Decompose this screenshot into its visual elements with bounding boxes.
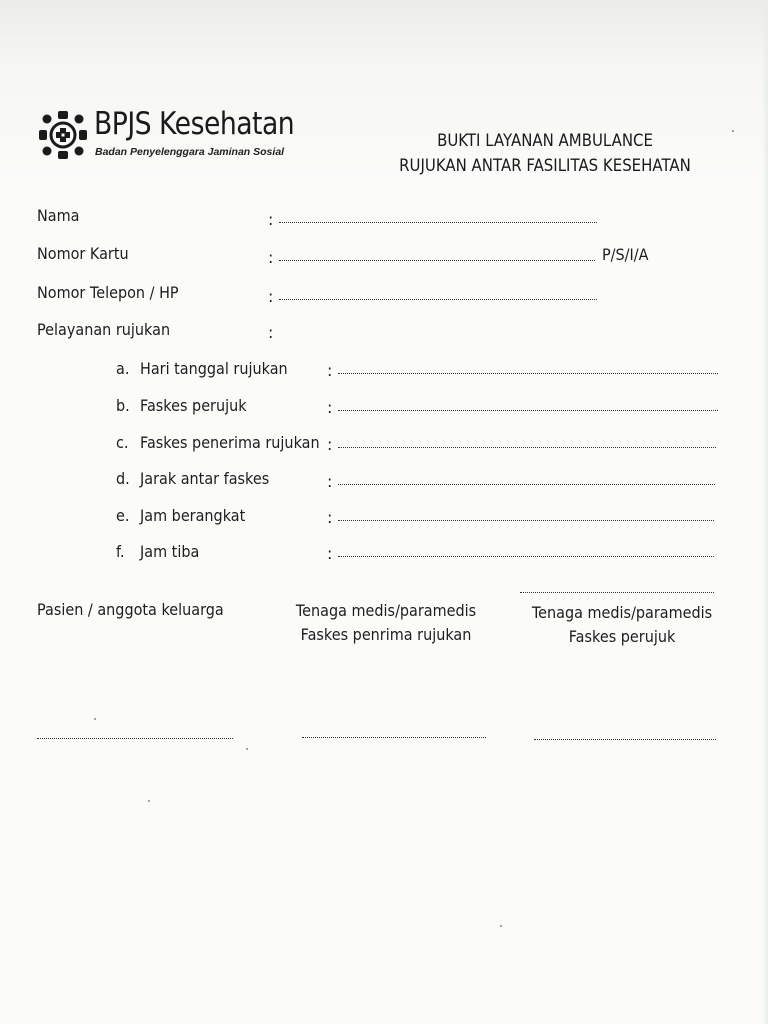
date-place-field[interactable] [520, 592, 714, 593]
nomor-kartu-field[interactable] [279, 260, 595, 261]
faskes-perujuk-label: Faskes perujuk [140, 396, 247, 415]
pelayanan-rujukan-colon: : [268, 323, 274, 342]
item-marker: d. [116, 469, 130, 488]
jam-tiba-field[interactable] [338, 556, 714, 557]
perujuk-line2: Faskes perujuk [568, 627, 676, 646]
paper-edge [762, 0, 768, 1024]
nama-colon: : [268, 210, 274, 229]
jarak-antar-faskes-field[interactable] [338, 484, 715, 485]
scan-speck [94, 718, 96, 720]
item-marker: a. [116, 359, 130, 378]
item-colon: : [327, 361, 333, 380]
nomor-telepon-field[interactable] [279, 299, 597, 300]
paper-shadow [0, 0, 768, 58]
pasien-signature-line[interactable] [37, 738, 233, 739]
perujuk-signature-line[interactable] [534, 739, 716, 740]
bpjs-emblem-icon [38, 110, 88, 160]
nomor-telepon-colon: : [268, 287, 274, 306]
nomor-kartu-label: Nomor Kartu [37, 244, 129, 263]
jam-berangkat-field[interactable] [338, 520, 714, 521]
scan-speck [246, 748, 248, 750]
faskes-penerima-field[interactable] [338, 447, 716, 448]
hari-tanggal-label: Hari tanggal rujukan [140, 359, 288, 378]
logo-name: BPJS Kesehatan [94, 106, 295, 142]
item-colon: : [327, 472, 333, 491]
penerima-line2: Faskes penrima rujukan [300, 625, 472, 644]
logo-subtitle: Badan Penyelenggara Jaminan Sosial [95, 146, 285, 158]
form-title-line1: BUKTI LAYANAN AMBULANCE [437, 131, 653, 151]
faskes-perujuk-field[interactable] [338, 410, 718, 411]
item-marker: f. [116, 542, 125, 561]
hari-tanggal-field[interactable] [338, 373, 718, 374]
item-marker: b. [116, 396, 130, 415]
penerima-line1: Tenaga medis/paramedis [295, 601, 477, 620]
jam-tiba-label: Jam tiba [140, 542, 200, 561]
penerima-signature-line[interactable] [302, 737, 486, 738]
item-colon: : [327, 508, 333, 527]
item-colon: : [327, 435, 333, 454]
nama-label: Nama [37, 206, 80, 225]
nama-field[interactable] [279, 222, 597, 223]
pelayanan-rujukan-label: Pelayanan rujukan [37, 320, 171, 339]
pasien-label: Pasien / anggota keluarga [37, 600, 224, 619]
scan-speck [500, 925, 502, 927]
faskes-penerima-label: Faskes penerima rujukan [140, 433, 320, 452]
scan-speck [148, 800, 150, 802]
form-title-line2: RUJUKAN ANTAR FASILITAS KESEHATAN [399, 156, 691, 176]
jam-berangkat-label: Jam berangkat [140, 506, 246, 525]
nomor-kartu-suffix: P/S/I/A [602, 245, 649, 264]
item-colon: : [327, 544, 333, 563]
bpjs-logo [38, 108, 308, 164]
nomor-kartu-colon: : [268, 248, 274, 267]
scan-speck [732, 130, 734, 132]
jarak-antar-faskes-label: Jarak antar faskes [140, 469, 270, 488]
perujuk-line1: Tenaga medis/paramedis [531, 603, 713, 622]
item-marker: c. [116, 433, 129, 452]
item-colon: : [327, 398, 333, 417]
item-marker: e. [116, 506, 130, 525]
nomor-telepon-label: Nomor Telepon / HP [37, 283, 179, 302]
